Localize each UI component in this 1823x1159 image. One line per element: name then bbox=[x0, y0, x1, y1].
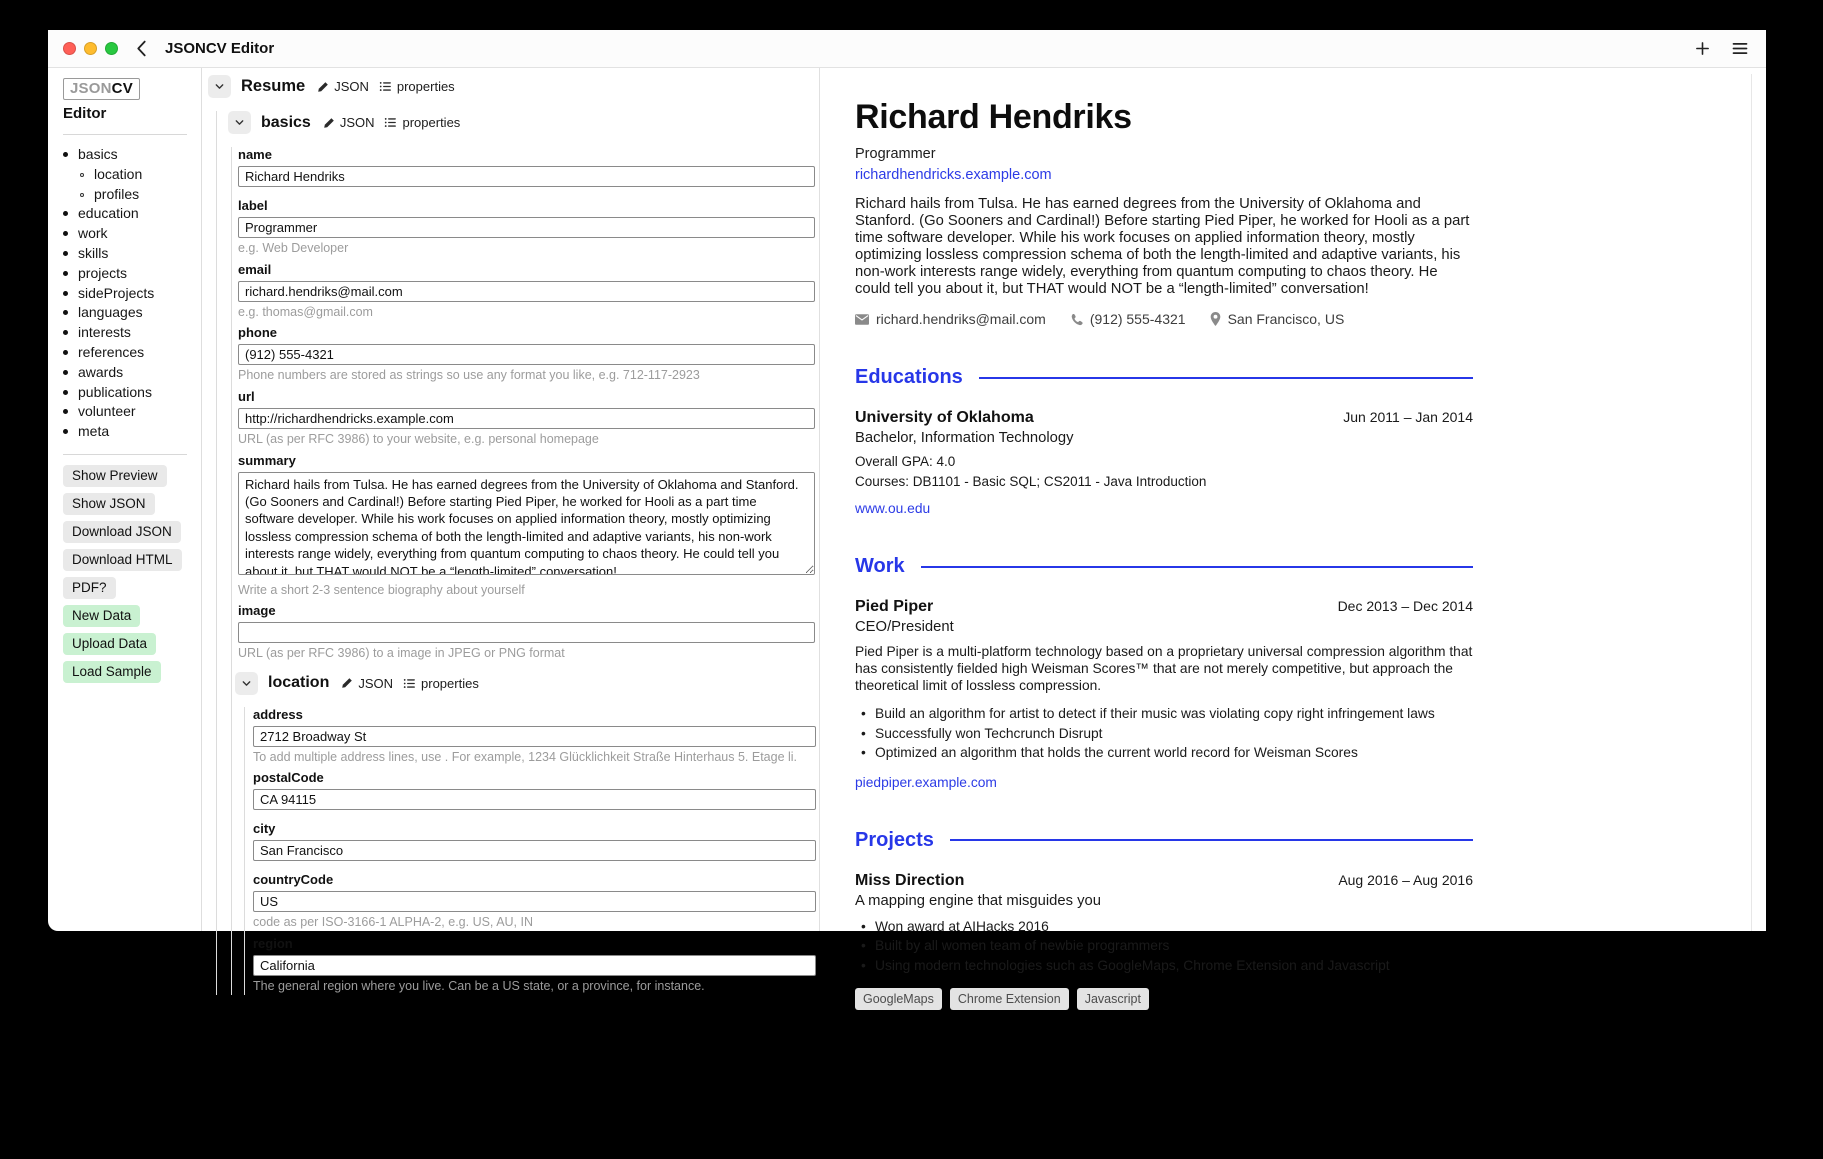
basics-properties-link[interactable] bbox=[384, 115, 460, 130]
bullet-icon bbox=[63, 310, 68, 315]
preview-summary: Richard hails from Tulsa. He has earned degrees from the University of Oklahoma and Stanford. (Go Sooners and Cardinal!) Before starting Pied Piper, he worked for Hooli as a part time software developer. While his work focuses on applied information theory, mostly optimizing lossless compression schema of both the length-limited and adaptive variants, his non-work interests range widely, everything from quantum computing to chaos theory. He could tell you about it, but THAT would NOT be a “length-limited” conversation! bbox=[855, 196, 1470, 297]
sidebar-item-label: publications bbox=[78, 383, 152, 400]
minimize-window-button[interactable] bbox=[84, 42, 97, 55]
field-countrycode bbox=[250, 872, 816, 931]
contact-email-text: richard.hendriks@mail.com bbox=[876, 311, 1046, 327]
sidebar-item-label: basics bbox=[78, 146, 118, 162]
education-institution: University of Oklahoma bbox=[855, 409, 1034, 426]
close-window-button[interactable] bbox=[63, 42, 76, 55]
field-region bbox=[250, 936, 816, 995]
project-dates: Aug 2016 – Aug 2016 bbox=[1338, 871, 1473, 888]
sidebar-item-interests[interactable] bbox=[63, 323, 191, 343]
phone-input[interactable] bbox=[238, 344, 815, 365]
sidebar-item-projects[interactable] bbox=[63, 264, 191, 284]
chevron-down-icon bbox=[234, 117, 245, 128]
field-city bbox=[250, 821, 816, 867]
phone-icon bbox=[1070, 313, 1083, 326]
sidebar-item-label: awards bbox=[78, 363, 124, 380]
location-json-link[interactable] bbox=[341, 676, 393, 691]
resume-properties-link[interactable] bbox=[379, 79, 455, 94]
new-tab-button[interactable] bbox=[1695, 41, 1710, 56]
name-input[interactable] bbox=[238, 166, 815, 187]
education-gpa: Overall GPA: 4.0 bbox=[855, 454, 956, 469]
contact-location bbox=[1210, 311, 1345, 327]
logo-cv-part: CV bbox=[111, 80, 133, 97]
pen-icon bbox=[317, 81, 329, 93]
sidebar-item-references[interactable] bbox=[63, 343, 191, 363]
bullet-icon bbox=[80, 193, 84, 197]
educations-heading: Educations bbox=[855, 366, 963, 388]
bullet-icon bbox=[63, 231, 68, 236]
sidebar-item-work[interactable] bbox=[63, 224, 191, 244]
logo-subtitle: Editor bbox=[63, 105, 107, 122]
field-label bbox=[235, 198, 815, 257]
work-highlight-item: • Optimized an algorithm that holds the current world record for Weisman Scores bbox=[861, 743, 1473, 763]
project-highlight-item: • Using modern technologies such as GoogleMaps, Chrome Extension and Javascript bbox=[861, 956, 1473, 976]
education-courses: Courses: DB1101 - Basic SQL; CS2011 - Java Introduction bbox=[855, 474, 1207, 489]
load-sample-button[interactable]: Load Sample bbox=[63, 661, 161, 683]
project-tag: Chrome Extension bbox=[950, 988, 1069, 1010]
sidebar-item-label: education bbox=[78, 205, 139, 222]
field-phone bbox=[235, 325, 815, 384]
properties-link-label: properties bbox=[402, 115, 461, 130]
field-name bbox=[235, 147, 815, 193]
image-input[interactable] bbox=[238, 622, 815, 643]
project-highlights bbox=[861, 917, 1473, 976]
label-field-label: label bbox=[238, 198, 268, 213]
collapse-resume-button[interactable] bbox=[208, 75, 231, 98]
plus-icon bbox=[1695, 41, 1710, 56]
sidebar-item-label: languages bbox=[78, 304, 143, 321]
menu-button[interactable] bbox=[1732, 42, 1748, 55]
preview-website-link[interactable]: richardhendricks.example.com bbox=[855, 167, 1052, 183]
window-title: JSONCV Editor bbox=[165, 40, 275, 57]
url-input[interactable] bbox=[238, 408, 815, 429]
sidebar-item-education[interactable] bbox=[63, 204, 191, 224]
postalcode-input[interactable] bbox=[253, 789, 816, 810]
basics-section-title: basics bbox=[261, 113, 311, 131]
preview-job-label: Programmer bbox=[855, 146, 936, 162]
work-highlight-item: • Successfully won Techcrunch Disrupt bbox=[861, 724, 1473, 744]
field-summary bbox=[235, 453, 815, 599]
region-input[interactable] bbox=[253, 955, 816, 976]
resume-children bbox=[216, 111, 819, 995]
sidebar-item-sideprojects[interactable] bbox=[63, 284, 191, 304]
preview-work-section bbox=[855, 555, 1473, 790]
work-position: CEO/President bbox=[855, 619, 954, 635]
project-highlight-item: • Won award at AIHacks 2016 bbox=[861, 917, 1473, 937]
project-tag: Javascript bbox=[1077, 988, 1149, 1010]
preview-scrollbar-track[interactable] bbox=[1751, 74, 1752, 931]
field-email bbox=[235, 262, 815, 321]
location-pin-icon bbox=[1210, 312, 1221, 326]
preview-projects-section bbox=[855, 829, 1473, 1011]
sidebar-item-label: sideProjects bbox=[78, 284, 155, 301]
download-html-button[interactable]: Download HTML bbox=[63, 549, 182, 571]
work-link[interactable]: piedpiper.example.com bbox=[855, 774, 997, 790]
field-url bbox=[235, 389, 815, 448]
location-section-header bbox=[235, 672, 819, 695]
phone-field-helper: Phone numbers are stored as strings so use any format you like, e.g. 712-117-2923 bbox=[238, 368, 700, 383]
logo-json-part: JSON bbox=[70, 80, 112, 97]
titlebar bbox=[48, 30, 1766, 68]
city-input[interactable] bbox=[253, 840, 816, 861]
sidebar-item-meta[interactable] bbox=[63, 422, 191, 442]
properties-icon bbox=[379, 80, 392, 93]
preview-contact-row bbox=[855, 311, 1473, 327]
contact-email bbox=[855, 311, 1046, 327]
summary-field-helper: Write a short 2-3 sentence biography about yourself bbox=[238, 582, 525, 597]
region-field-helper: The general region where you live. Can be a US state, or a province, for instance. bbox=[253, 979, 705, 993]
education-degree: Bachelor, Information Technology bbox=[855, 430, 1074, 446]
summary-field-label: summary bbox=[238, 452, 296, 468]
section-rule bbox=[950, 839, 1473, 841]
upload-data-button[interactable]: Upload Data bbox=[63, 633, 156, 655]
sidebar-item-volunteer[interactable] bbox=[63, 402, 191, 422]
sidebar-item-label: volunteer bbox=[78, 403, 136, 420]
editor-panel bbox=[202, 68, 820, 993]
jsoncv-logo bbox=[63, 78, 140, 100]
properties-link-label: properties bbox=[396, 79, 455, 94]
email-field-helper: e.g. thomas@gmail.com bbox=[238, 304, 373, 319]
sidebar-item-basics[interactable] bbox=[63, 145, 191, 165]
properties-icon bbox=[403, 677, 416, 690]
sidebar-item-label: profiles bbox=[94, 185, 140, 202]
chevron-down-icon bbox=[214, 81, 225, 92]
address-field-helper: To add multiple address lines, use . For example, 1234 Glücklichkeit Straße Hinterhaus 5. Etage li. bbox=[253, 749, 798, 764]
label-field-helper: e.g. Web Developer bbox=[238, 241, 349, 255]
summary-textarea[interactable] bbox=[238, 472, 815, 575]
sidebar-item-languages[interactable] bbox=[63, 303, 191, 323]
project-tags bbox=[855, 988, 1473, 1010]
field-address bbox=[250, 707, 816, 766]
countrycode-field-helper: code as per ISO-3166-1 ALPHA-2, e.g. US, AU, IN bbox=[253, 915, 533, 930]
preview-panel bbox=[820, 68, 1766, 1006]
sidebar-item-label: projects bbox=[78, 264, 128, 281]
education-link[interactable]: www.ou.edu bbox=[855, 501, 931, 516]
preview-name: Richard Hendriks bbox=[855, 98, 1132, 136]
email-input[interactable] bbox=[238, 281, 815, 302]
contact-phone-text: (912) 555-4321 bbox=[1089, 311, 1186, 327]
back-button[interactable] bbox=[136, 40, 147, 57]
sidebar-item-skills[interactable] bbox=[63, 244, 191, 264]
show-preview-button[interactable]: Show Preview bbox=[63, 465, 167, 487]
sidebar-item-profiles[interactable] bbox=[63, 185, 191, 205]
image-field-helper: URL (as per RFC 3986) to a image in JPEG or PNG format bbox=[238, 646, 565, 661]
sidebar-divider bbox=[63, 134, 187, 135]
show-json-button[interactable]: Show JSON bbox=[63, 493, 155, 515]
bullet-icon bbox=[63, 370, 68, 375]
bullet-icon bbox=[63, 251, 68, 256]
work-dates: Dec 2013 – Dec 2014 bbox=[1337, 598, 1473, 614]
postalcode-field-label: postalCode bbox=[253, 770, 324, 786]
url-field-helper: URL (as per RFC 3986) to your website, e.g. personal homepage bbox=[238, 431, 599, 446]
sidebar-item-publications[interactable] bbox=[63, 383, 191, 403]
image-field-label: image bbox=[238, 603, 276, 619]
sidebar bbox=[48, 68, 202, 931]
sidebar-item-label: skills bbox=[78, 244, 109, 261]
education-dates: Jun 2011 – Jan 2014 bbox=[1343, 409, 1473, 425]
bullet-icon bbox=[63, 271, 68, 276]
address-input[interactable] bbox=[253, 726, 816, 747]
json-link-label: JSON bbox=[358, 675, 394, 691]
sidebar-item-awards[interactable] bbox=[63, 363, 191, 383]
preview-educations-section bbox=[855, 366, 1473, 516]
window-content bbox=[48, 68, 1766, 1006]
sidebar-item-location[interactable] bbox=[63, 165, 191, 185]
section-nav bbox=[63, 145, 191, 442]
label-input[interactable] bbox=[238, 217, 815, 238]
location-section-title: location bbox=[268, 674, 330, 692]
chevron-down-icon bbox=[241, 678, 252, 689]
pen-icon bbox=[341, 677, 353, 689]
chevron-left-icon bbox=[136, 40, 147, 57]
address-field-label: address bbox=[253, 706, 303, 722]
new-data-button[interactable]: New Data bbox=[63, 605, 140, 627]
work-heading: Work bbox=[855, 555, 905, 577]
hamburger-icon bbox=[1732, 42, 1748, 55]
location-properties-link[interactable] bbox=[403, 676, 479, 691]
properties-icon bbox=[384, 116, 397, 129]
location-children bbox=[244, 707, 819, 995]
project-tag: GoogleMaps bbox=[855, 988, 942, 1010]
email-field-label: email bbox=[238, 261, 272, 277]
projects-heading: Projects bbox=[855, 828, 934, 851]
resume-section-title: Resume bbox=[241, 77, 306, 95]
phone-field-label: phone bbox=[238, 325, 277, 341]
pdf-button[interactable]: PDF? bbox=[63, 577, 116, 599]
collapse-location-button[interactable] bbox=[235, 672, 258, 695]
resume-json-link[interactable] bbox=[317, 79, 369, 94]
sidebar-divider bbox=[63, 454, 187, 455]
field-postalcode bbox=[250, 770, 816, 816]
sidebar-item-label: location bbox=[94, 165, 143, 182]
section-rule bbox=[921, 566, 1473, 568]
sidebar-item-label: interests bbox=[78, 324, 131, 341]
basics-children bbox=[231, 147, 819, 995]
bullet-icon bbox=[63, 211, 68, 216]
name-field-label: name bbox=[238, 147, 272, 162]
bullet-icon bbox=[63, 152, 68, 157]
basics-json-link[interactable] bbox=[323, 115, 375, 130]
city-field-label: city bbox=[253, 821, 276, 837]
bullet-icon bbox=[63, 291, 68, 296]
work-highlights bbox=[861, 704, 1473, 763]
project-description: A mapping engine that misguides you bbox=[855, 892, 1101, 909]
project-name: Miss Direction bbox=[855, 871, 965, 889]
region-field-label: region bbox=[253, 936, 293, 951]
countrycode-input[interactable] bbox=[253, 891, 816, 912]
contact-location-text: San Francisco, US bbox=[1227, 311, 1345, 327]
download-json-button[interactable]: Download JSON bbox=[63, 521, 181, 543]
bullet-icon bbox=[80, 173, 84, 177]
section-rule bbox=[979, 377, 1473, 379]
sidebar-item-label: meta bbox=[78, 423, 110, 440]
bullet-icon bbox=[63, 429, 68, 434]
app-window bbox=[48, 30, 1766, 1006]
json-link-label: JSON bbox=[339, 115, 375, 130]
bullet-icon bbox=[63, 350, 68, 355]
json-link-label: JSON bbox=[334, 79, 369, 94]
bullet-icon bbox=[63, 409, 68, 414]
traffic-lights bbox=[63, 42, 118, 55]
envelope-icon bbox=[855, 314, 869, 325]
work-highlight-item: • Build an algorithm for artist to detect if their music was violating copy right infringement laws bbox=[861, 704, 1473, 724]
properties-link-label: properties bbox=[421, 675, 479, 691]
contact-phone bbox=[1070, 311, 1186, 327]
countrycode-field-label: countryCode bbox=[253, 872, 334, 888]
work-company: Pied Piper bbox=[855, 598, 934, 615]
resume-section-header bbox=[208, 75, 819, 98]
project-highlight-item: • Built by all women team of newbie programmers bbox=[861, 936, 1473, 956]
bullet-icon bbox=[63, 390, 68, 395]
sidebar-item-label: references bbox=[78, 343, 145, 360]
basics-section-header bbox=[228, 111, 819, 134]
work-summary: Pied Piper is a multi-platform technology based on a proprietary universal compression algorithm that has consistently fielded high Weisman Scores™ that are not merely competitive, but approach the theoretical limit of lossless compression. bbox=[855, 644, 1473, 693]
zoom-window-button[interactable] bbox=[105, 42, 118, 55]
field-image bbox=[235, 603, 815, 662]
sidebar-item-label: work bbox=[78, 225, 108, 242]
url-field-label: url bbox=[238, 388, 255, 404]
pen-icon bbox=[323, 117, 335, 129]
collapse-basics-button[interactable] bbox=[228, 111, 251, 134]
bullet-icon bbox=[63, 330, 68, 335]
